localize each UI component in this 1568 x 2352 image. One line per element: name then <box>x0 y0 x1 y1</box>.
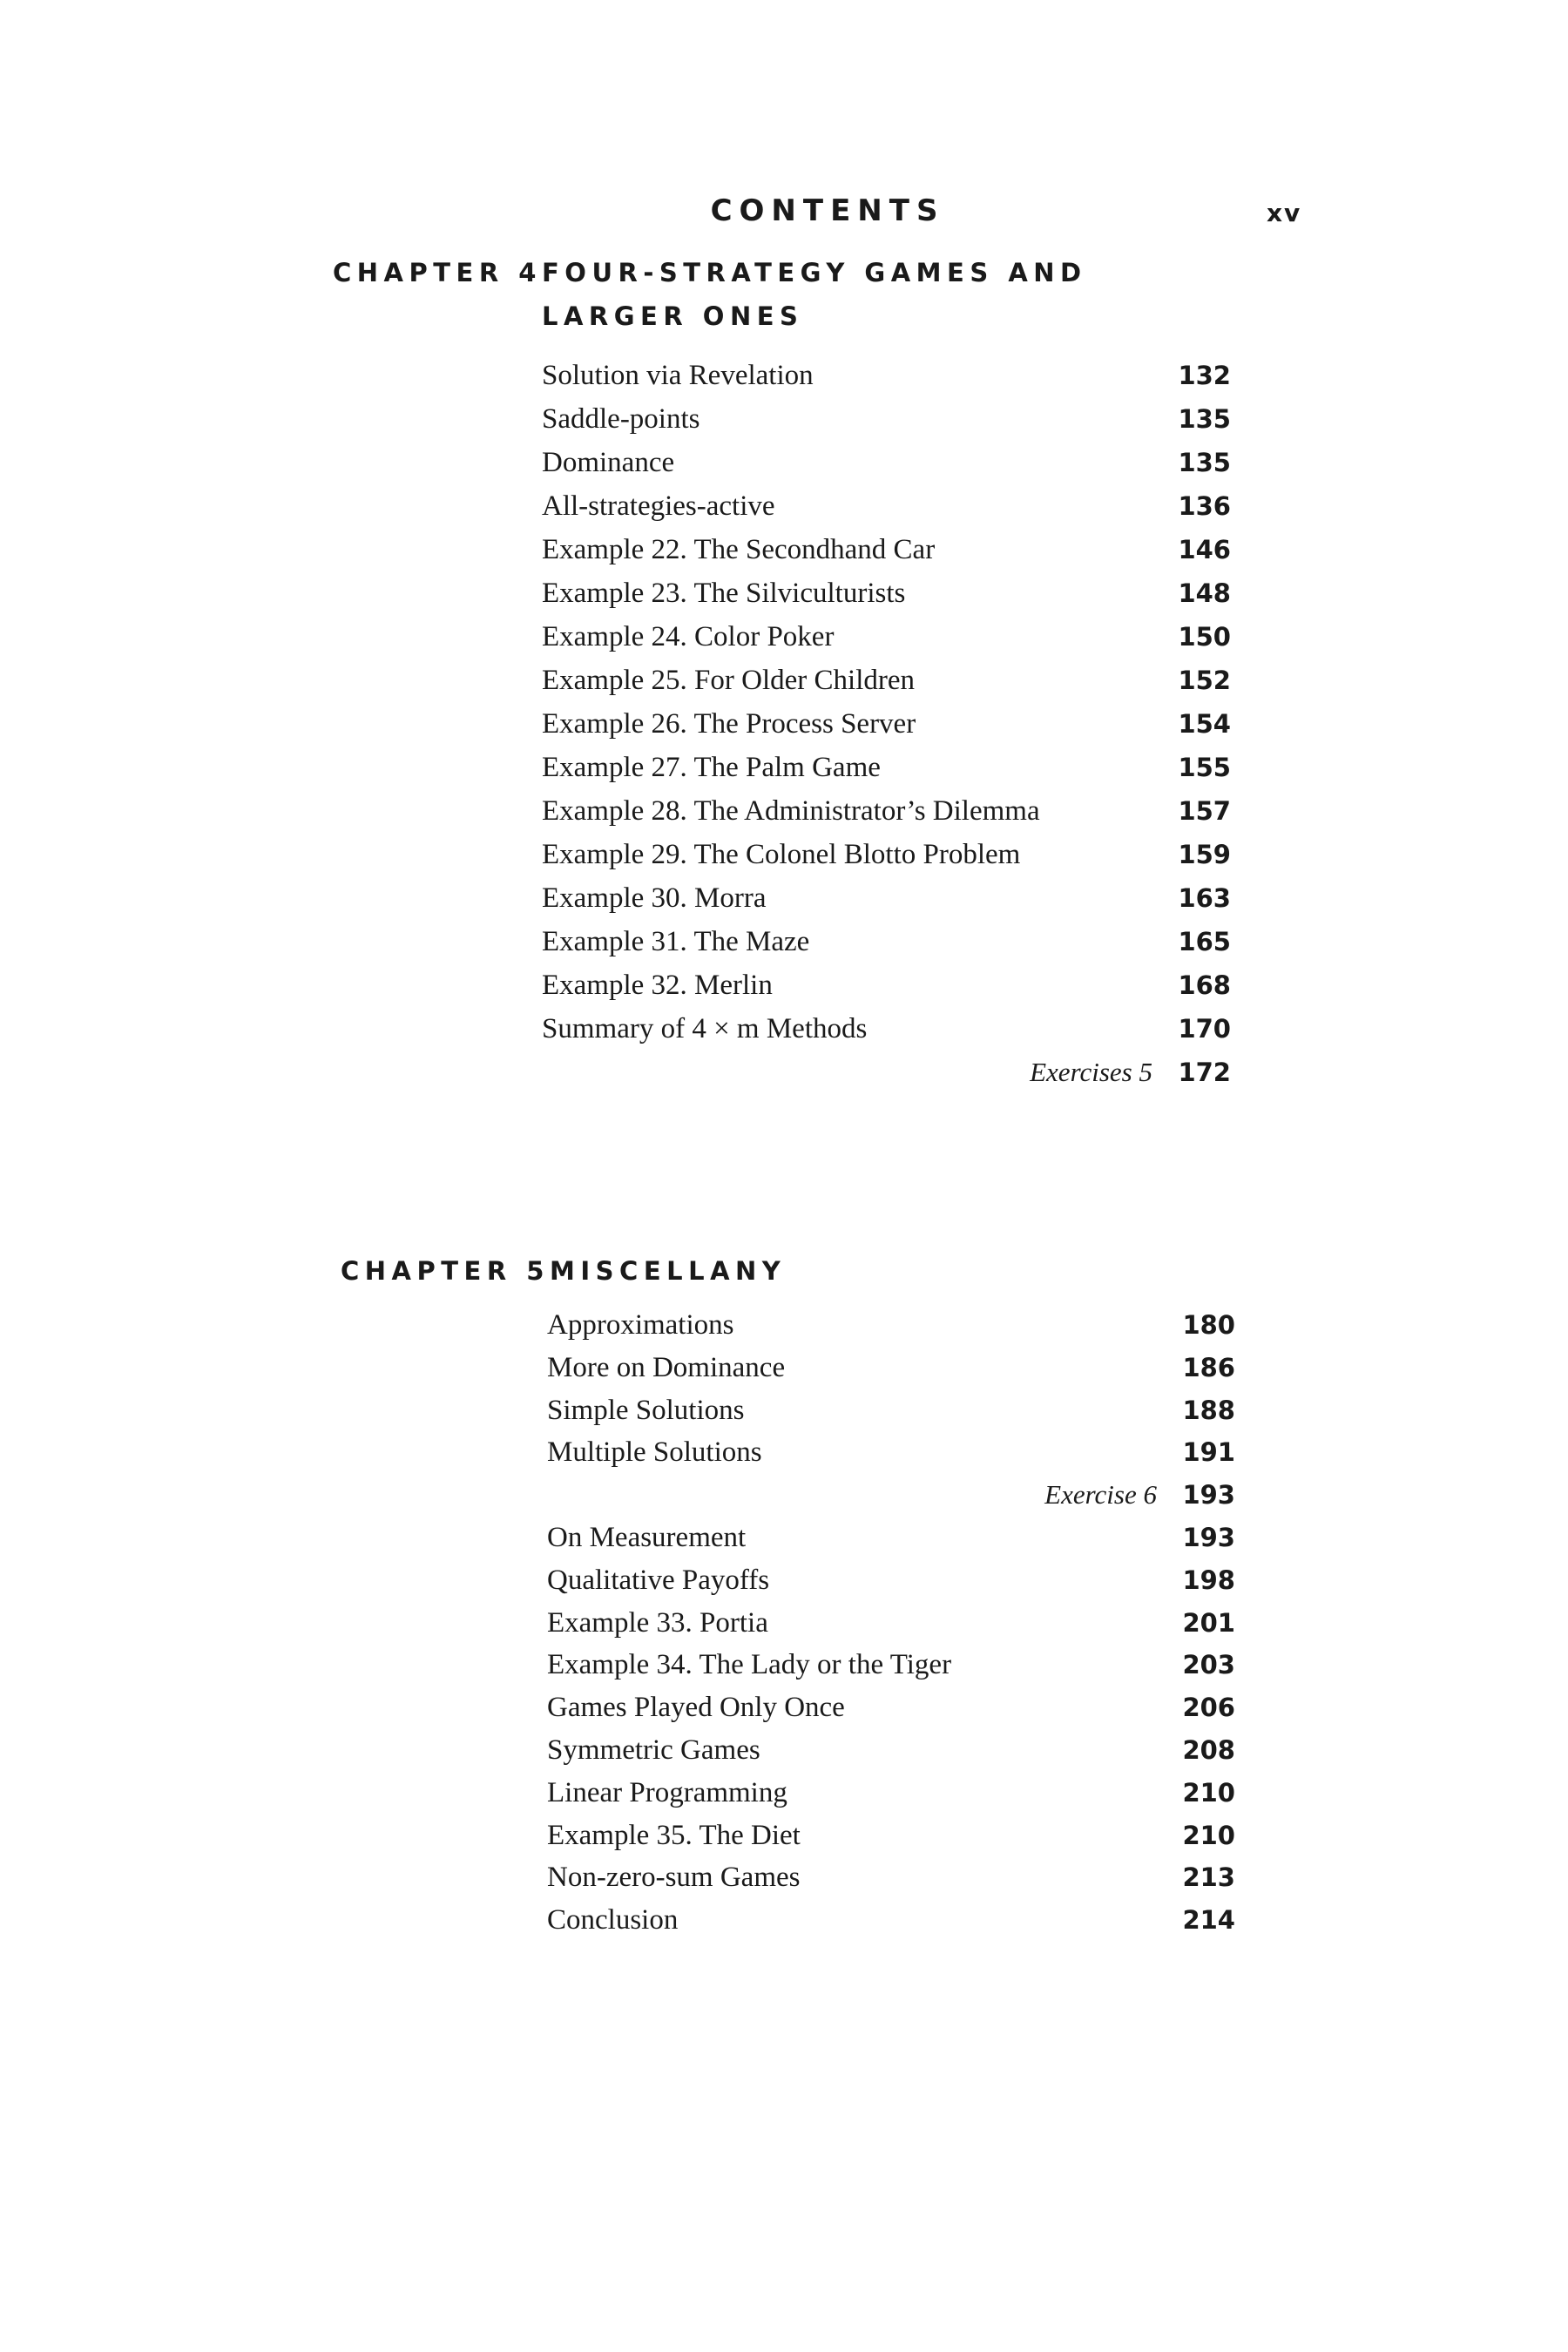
toc-entry-title: Example 33. Portia <box>547 1606 768 1639</box>
toc-entry-page: 210 <box>1182 1820 1235 1850</box>
toc-entry[interactable] <box>547 1729 1235 1772</box>
toc-entry-page: 210 <box>1182 1777 1235 1808</box>
toc-entry[interactable] <box>542 484 1231 528</box>
toc-entry[interactable] <box>547 1856 1235 1899</box>
toc-entry-title: On Measurement <box>547 1521 747 1553</box>
toc-entry-title: Example 30. Morra <box>542 882 767 914</box>
toc-entry-title: Symmetric Games <box>547 1734 760 1766</box>
toc-entry-title: Linear Programming <box>547 1776 787 1808</box>
toc-entry-page: 214 <box>1182 1905 1235 1936</box>
toc-entry-page: 157 <box>1178 796 1231 826</box>
toc-entry-title: Saddle-points <box>542 403 700 435</box>
toc-entry-page: 213 <box>1182 1862 1235 1893</box>
toc-exercise-title: Exercises 5 <box>1030 1057 1152 1087</box>
toc-entry-page: 193 <box>1182 1522 1235 1552</box>
toc-entry-title: Example 28. The Administrator’s Dilemma <box>542 795 1040 827</box>
toc-entry[interactable] <box>542 354 1231 397</box>
toc-entry-page: 154 <box>1178 709 1231 739</box>
toc-entry[interactable] <box>542 920 1231 963</box>
toc-entry-page: 172 <box>1178 1058 1231 1087</box>
toc-entry-title: Simple Solutions <box>547 1394 745 1426</box>
chapter-title-line-2: LARGER ONES <box>542 301 804 331</box>
toc-entry-page: 168 <box>1178 970 1231 1000</box>
toc-entry-page: 163 <box>1178 883 1231 913</box>
toc-entry[interactable] <box>547 1559 1235 1602</box>
toc-entry-page: 180 <box>1182 1310 1235 1340</box>
toc-entry-page: 135 <box>1178 448 1231 477</box>
toc-entry-page: 203 <box>1182 1650 1235 1680</box>
toc-entry[interactable] <box>547 1517 1235 1559</box>
toc-entry[interactable] <box>542 833 1231 876</box>
toc-entry[interactable] <box>547 1304 1235 1347</box>
toc-entry[interactable] <box>542 702 1231 746</box>
toc-entry-page: 170 <box>1178 1014 1231 1044</box>
toc-entry-title: Example 23. The Silviculturists <box>542 578 906 609</box>
toc-entry-page: 191 <box>1182 1437 1235 1468</box>
toc-entry-page: 193 <box>1182 1480 1235 1511</box>
toc-entry[interactable] <box>547 1347 1235 1389</box>
toc-entry[interactable] <box>542 571 1231 615</box>
toc-entry-page: 132 <box>1178 361 1231 390</box>
toc-exercise-entry[interactable] <box>547 1474 1235 1517</box>
toc-entry[interactable] <box>542 441 1231 484</box>
toc-entry-title: Non-zero-sum Games <box>547 1862 801 1894</box>
toc-entry[interactable] <box>542 659 1231 702</box>
toc-entry-title: All-strategies-active <box>542 490 775 522</box>
toc-entry-title: Example 26. The Process Server <box>542 708 916 740</box>
chapter-5-entries <box>547 1304 1235 1942</box>
toc-entry-title: Example 34. The Lady or the Tiger <box>547 1649 952 1681</box>
toc-entry[interactable] <box>547 1644 1235 1686</box>
chapter-heading-4 <box>333 251 1087 338</box>
toc-entry-page: 135 <box>1178 404 1231 434</box>
toc-entry[interactable] <box>547 1602 1235 1645</box>
toc-entry-page: 148 <box>1178 578 1231 608</box>
toc-entry-page: 155 <box>1178 753 1231 782</box>
toc-entry-page: 186 <box>1182 1352 1235 1382</box>
chapter-heading-5 <box>341 1249 786 1293</box>
page-number: xv <box>1267 199 1302 227</box>
toc-entry-title: Approximations <box>547 1309 734 1341</box>
toc-entry-page: 206 <box>1182 1693 1235 1723</box>
toc-entry-page: 165 <box>1178 927 1231 956</box>
toc-exercise-title: Exercise 6 <box>1044 1479 1157 1511</box>
toc-entry-title: Multiple Solutions <box>547 1436 762 1469</box>
toc-entry-title: Conclusion <box>547 1904 679 1936</box>
toc-entry-page: 208 <box>1182 1734 1235 1765</box>
toc-entry-title: Example 24. Color Poker <box>542 621 835 652</box>
chapter-number: CHAPTER 4. <box>333 258 558 287</box>
toc-entry[interactable] <box>542 397 1231 441</box>
toc-entry-page: 152 <box>1178 666 1231 695</box>
toc-entry[interactable] <box>547 1686 1235 1729</box>
toc-entry-title: Qualitative Payoffs <box>547 1564 770 1596</box>
toc-entry-title: Solution via Revelation <box>542 360 814 391</box>
toc-entry[interactable] <box>542 746 1231 789</box>
toc-entry-page: 150 <box>1178 622 1231 652</box>
toc-entry[interactable] <box>542 1007 1231 1051</box>
toc-entry[interactable] <box>547 1389 1235 1432</box>
toc-exercise-entry[interactable] <box>542 1051 1231 1094</box>
toc-entry-title: Example 29. The Colonel Blotto Problem <box>542 839 1021 870</box>
chapter-number: CHAPTER 5. <box>341 1256 565 1286</box>
toc-entry[interactable] <box>542 528 1231 571</box>
toc-entry[interactable] <box>542 963 1231 1007</box>
toc-entry-page: 201 <box>1182 1607 1235 1638</box>
toc-entry-title: Example 31. The Maze <box>542 926 810 957</box>
toc-entry-title: Games Played Only Once <box>547 1692 845 1724</box>
toc-entry[interactable] <box>542 789 1231 833</box>
toc-entry[interactable] <box>547 1431 1235 1474</box>
toc-entry-title: Example 32. Merlin <box>542 970 773 1001</box>
toc-entry-title: More on Dominance <box>547 1351 786 1383</box>
running-head: CONTENTS <box>710 193 945 228</box>
toc-entry-title: Example 35. The Diet <box>547 1819 801 1851</box>
toc-entry[interactable] <box>542 876 1231 920</box>
toc-entry-page: 136 <box>1178 491 1231 521</box>
toc-entry-page: 188 <box>1182 1395 1235 1425</box>
toc-entry-page: 146 <box>1178 535 1231 564</box>
toc-entry-title: Dominance <box>542 447 675 478</box>
toc-entry-title: Example 25. For Older Children <box>542 665 916 696</box>
toc-entry[interactable] <box>547 1772 1235 1815</box>
chapter-4-entries <box>542 354 1231 1094</box>
toc-entry-title: Example 22. The Secondhand Car <box>542 534 936 565</box>
toc-entry-page: 159 <box>1178 840 1231 869</box>
chapter-title-line-1: MISCELLANY <box>550 1256 787 1286</box>
chapter-title-line-1: FOUR-STRATEGY GAMES AND <box>542 258 1087 287</box>
toc-entry-page: 198 <box>1182 1565 1235 1595</box>
toc-entry[interactable] <box>547 1899 1235 1942</box>
toc-entry[interactable] <box>542 615 1231 659</box>
toc-entry[interactable] <box>547 1815 1235 1857</box>
toc-entry-title: Example 27. The Palm Game <box>542 752 881 783</box>
toc-entry-title: Summary of 4 × m Methods <box>542 1013 868 1044</box>
